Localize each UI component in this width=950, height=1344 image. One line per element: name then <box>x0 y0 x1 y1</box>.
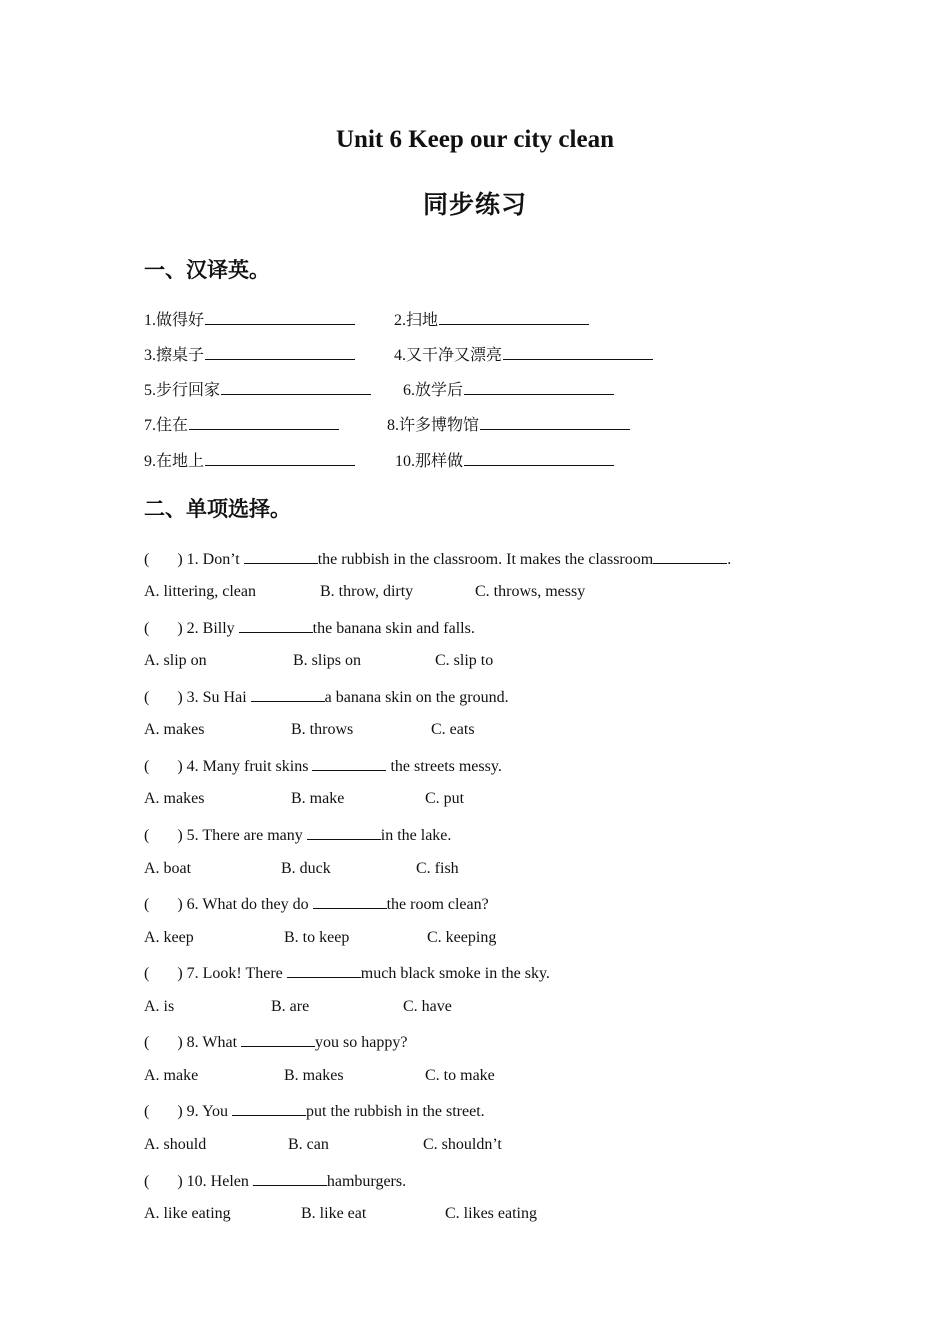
option[interactable]: B. to keep <box>284 929 350 946</box>
translation-item: 1.做得好 <box>144 308 355 332</box>
question-blank[interactable] <box>307 823 381 840</box>
question-blank[interactable] <box>287 961 361 978</box>
answer-blank[interactable] <box>480 413 630 430</box>
option[interactable]: B. throws <box>291 721 354 738</box>
answer-blank[interactable] <box>189 413 339 430</box>
question-blank[interactable] <box>251 685 325 702</box>
answer-blank[interactable] <box>205 343 355 360</box>
translation-item: 6.放学后 <box>403 378 614 402</box>
option[interactable]: A. littering, clean <box>144 583 256 600</box>
option[interactable]: A. like eating <box>144 1205 231 1222</box>
translation-item: 4.又干净又漂亮 <box>394 343 653 367</box>
translation-item: 8.许多博物馆 <box>387 413 630 437</box>
option[interactable]: A. is <box>144 998 175 1015</box>
option[interactable]: A. makes <box>144 790 205 807</box>
option[interactable]: C. keeping <box>427 929 497 946</box>
answer-blank[interactable] <box>439 308 589 325</box>
question-blank[interactable] <box>244 547 318 564</box>
answer-blank[interactable] <box>221 378 371 395</box>
option[interactable]: C. slip to <box>435 652 494 669</box>
translation-item: 10.那样做 <box>395 449 614 473</box>
question-blank[interactable] <box>241 1030 315 1047</box>
question-blank[interactable] <box>232 1099 306 1116</box>
page-subtitle: 同步练习 <box>422 192 527 219</box>
worksheet-page: Unit 6 Keep our city clean 同步练习 一、汉译英。 1.做得好 2.扫地 3.擦桌子 4.又干净又漂亮 5.步行回家 6.放学后 7.住在 8.许多博物馆 9.在地上 10.那样做 二、单项选择。 ( ) 1. Don’t the rubbish in the classroom. It makes the classroom . A. littering, clean B. throw, dirty C. throws, messy ( ) 2. Billy the banana skin and falls. A. slip on B. slips on C. slip to ( ) 3. Su Hai a banana skin on the ground. A. makes B. throws C. eats ( ) 4. Many fruit skins the streets messy. A. makes B. make C. put ( ) 5. There are many in the lake. A. boat B. duck C. fish ( ) 6. What do they do the room clean? A. keep B. to keep C. keeping ( ) 7. Look! There much black smoke in the sky. A. is B. are C. have ( ) 8. What you so happy? A. make B. makes C. to make ( ) 9. You put the rubbish in the street. A. should B. can C. shouldn’t ( ) 10. Helen hamburgers. A. like eating B. like eat C. likes eating <box>0 0 950 1344</box>
translation-item: 7.住在 <box>144 413 339 437</box>
option[interactable]: B. are <box>271 998 310 1015</box>
section2-heading: 二、单项选择。 <box>144 497 291 521</box>
translation-item: 2.扫地 <box>394 308 589 332</box>
translation-item: 5.步行回家 <box>144 378 371 402</box>
option[interactable]: A. make <box>144 1067 199 1084</box>
answer-blank[interactable] <box>464 378 614 395</box>
option[interactable]: B. slips on <box>293 652 362 669</box>
question-blank[interactable] <box>653 547 727 564</box>
section1-heading: 一、汉译英。 <box>144 258 270 282</box>
option[interactable]: A. slip on <box>144 652 207 669</box>
option[interactable]: C. fish <box>416 860 459 877</box>
answer-blank[interactable] <box>205 449 355 466</box>
question-blank[interactable] <box>312 754 386 771</box>
option[interactable]: C. put <box>425 790 465 807</box>
option[interactable]: C. have <box>403 998 452 1015</box>
option[interactable]: B. throw, dirty <box>320 583 414 600</box>
answer-blank[interactable] <box>205 308 355 325</box>
option[interactable]: A. makes <box>144 721 205 738</box>
option[interactable]: A. keep <box>144 929 194 946</box>
option[interactable]: C. to make <box>425 1067 495 1084</box>
option[interactable]: A. should <box>144 1136 207 1153</box>
option[interactable]: B. like eat <box>301 1205 367 1222</box>
option[interactable]: C. likes eating <box>445 1205 537 1222</box>
option[interactable]: C. shouldn’t <box>423 1136 502 1153</box>
question-blank[interactable] <box>313 892 387 909</box>
option[interactable]: B. make <box>291 790 345 807</box>
question-blank[interactable] <box>239 616 313 633</box>
answer-blank[interactable] <box>464 449 614 466</box>
option[interactable]: A. boat <box>144 860 192 877</box>
translation-item: 3.擦桌子 <box>144 343 355 367</box>
translation-item: 9.在地上 <box>144 449 355 473</box>
page-title: Unit 6 Keep our city clean <box>336 126 614 153</box>
option[interactable]: B. makes <box>284 1067 344 1084</box>
option[interactable]: C. throws, messy <box>475 583 586 600</box>
answer-blank[interactable] <box>503 343 653 360</box>
option[interactable]: C. eats <box>431 721 475 738</box>
option[interactable]: B. can <box>288 1136 329 1153</box>
question-blank[interactable] <box>253 1169 327 1186</box>
option[interactable]: B. duck <box>281 860 331 877</box>
